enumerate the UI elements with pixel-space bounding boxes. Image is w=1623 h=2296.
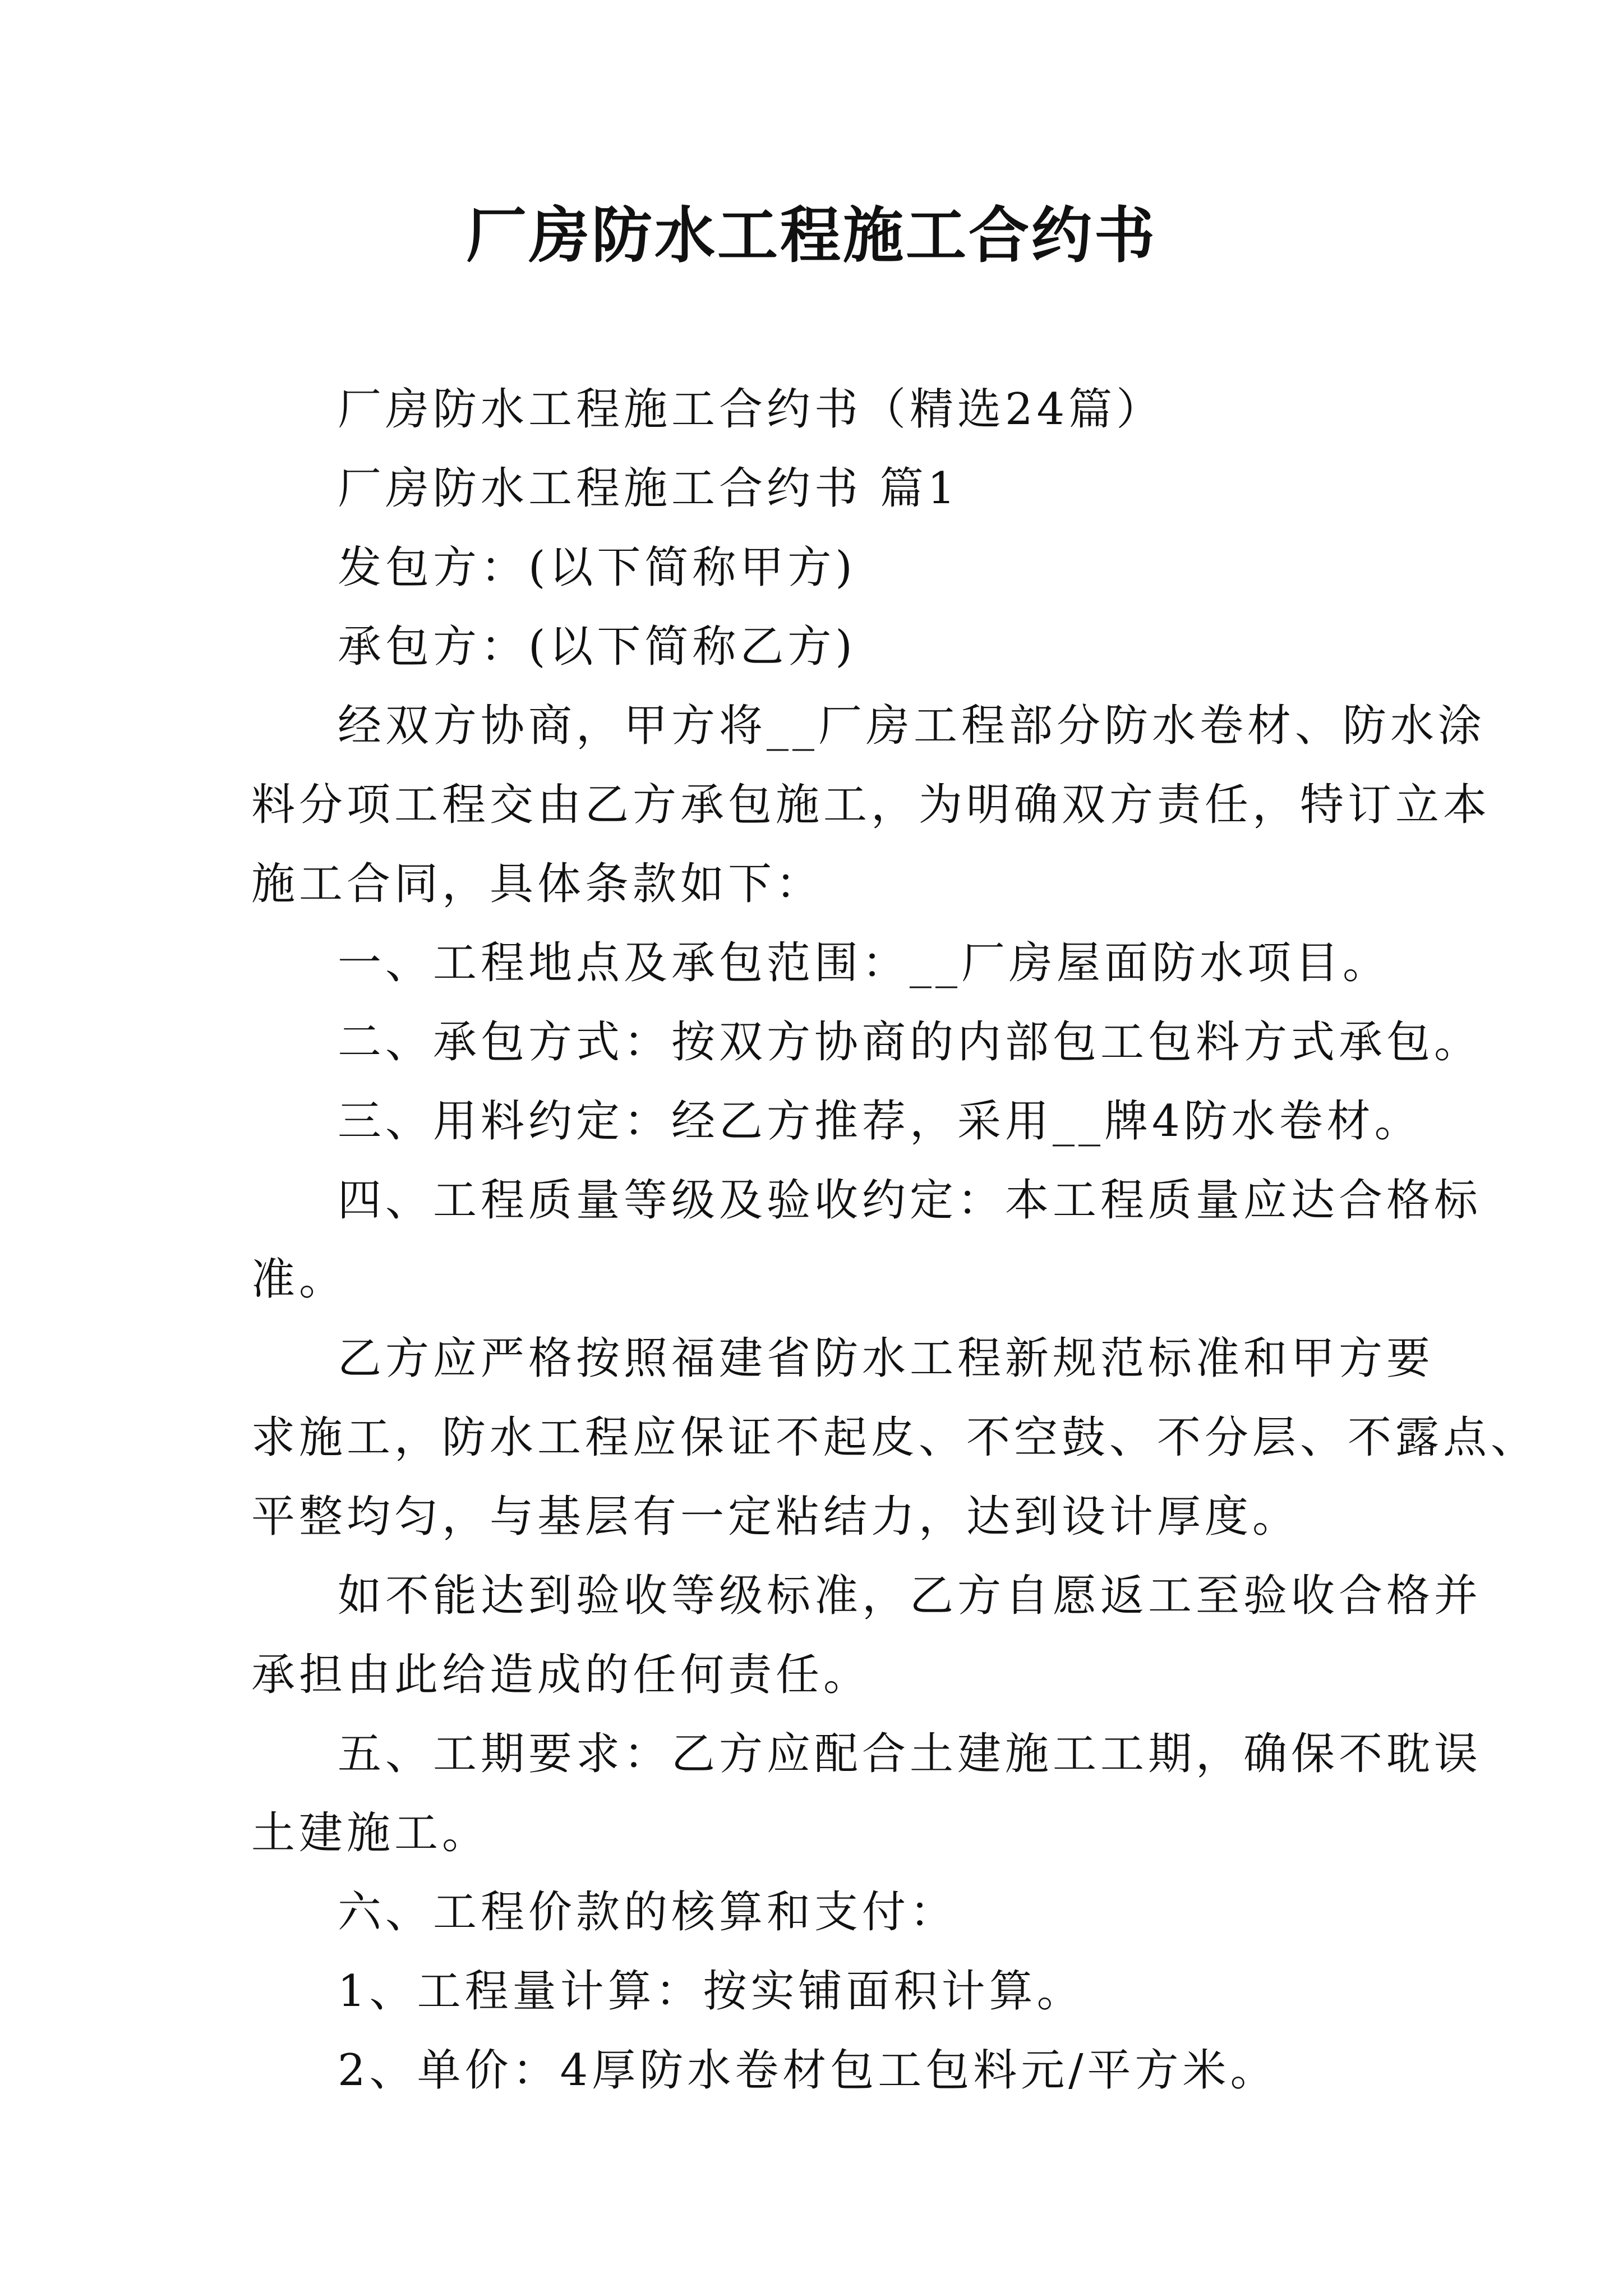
paragraph-line: 1、工程量计算：按实铺面积计算。 <box>338 1966 1085 2017</box>
paragraph-line: 求施工，防水工程应保证不起皮、不空鼓、不分层、不露点、 <box>251 1412 1539 1463</box>
paragraph-line: 一、工程地点及承包范围：__厂房屋面防水项目。 <box>338 938 1391 988</box>
paragraph-line: 二、承包方式：按双方协商的内部包工包料方式承包。 <box>338 1017 1482 1068</box>
paragraph-line: 施工合同，具体条款如下： <box>251 859 824 909</box>
paragraph-line: 乙方应严格按照福建省防水工程新规范标准和甲方要 <box>338 1333 1435 1384</box>
paragraph-line: 发包方：(以下简称甲方) <box>338 542 856 593</box>
paragraph-line: 厂房防水工程施工合约书（精选24篇） <box>338 384 1164 435</box>
paragraph-line: 四、工程质量等级及验收约定：本工程质量应达合格标 <box>338 1175 1482 1226</box>
paragraph-line: 准。 <box>251 1254 347 1305</box>
paragraph-line: 土建施工。 <box>251 1808 490 1858</box>
paragraph-line: 经双方协商，甲方将__厂房工程部分防水卷材、防水涂 <box>338 701 1486 751</box>
paragraph-line: 如不能达到验收等级标准，乙方自愿返工至验收合格并 <box>338 1571 1482 1621</box>
paragraph-line: 六、工程价款的核算和支付： <box>338 1887 958 1938</box>
paragraph-line: 料分项工程交由乙方承包施工，为明确双方责任，特订立本 <box>251 780 1491 830</box>
paragraph-line: 2、单价：4厚防水卷材包工包料元/平方米。 <box>338 2045 1278 2096</box>
paragraph-line: 承担由此给造成的任何责任。 <box>251 1650 872 1700</box>
paragraph-line: 厂房防水工程施工合约书 篇1 <box>338 463 960 514</box>
document-title: 厂房防水工程施工合约书 <box>465 200 1157 271</box>
paragraph-line: 平整均匀，与基层有一定粘结力，达到设计厚度。 <box>251 1492 1301 1542</box>
paragraph-line: 承包方：(以下简称乙方) <box>338 622 856 672</box>
paragraph-line: 三、用料约定：经乙方推荐，采用__牌4防水卷材。 <box>338 1096 1422 1147</box>
paragraph-line: 五、工期要求：乙方应配合土建施工工期，确保不耽误 <box>338 1729 1482 1779</box>
